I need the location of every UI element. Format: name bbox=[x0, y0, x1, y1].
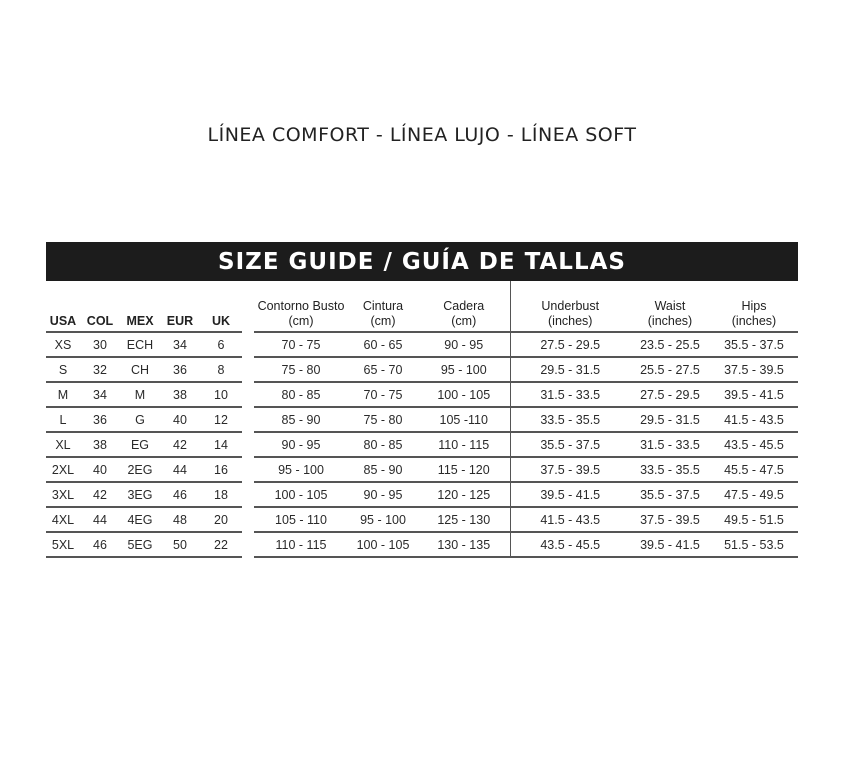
cell-uk: 6 bbox=[200, 332, 242, 357]
column-gap bbox=[242, 532, 254, 557]
cell-cintura: 80 - 85 bbox=[348, 432, 418, 457]
cell-cintura: 60 - 65 bbox=[348, 332, 418, 357]
cell-cintura: 95 - 100 bbox=[348, 507, 418, 532]
cell-eur: 46 bbox=[160, 482, 200, 507]
cell-underbust: 33.5 - 35.5 bbox=[510, 407, 630, 432]
table-row bbox=[46, 482, 798, 507]
cell-waist: 37.5 - 39.5 bbox=[630, 507, 710, 532]
cell-eur: 38 bbox=[160, 382, 200, 407]
cell-waist: 31.5 - 33.5 bbox=[630, 432, 710, 457]
header-underbust-unit: (inches) bbox=[548, 314, 593, 328]
header-hips bbox=[710, 281, 798, 332]
cell-busto: 100 - 105 bbox=[254, 482, 348, 507]
cell-underbust: 29.5 - 31.5 bbox=[510, 357, 630, 382]
cell-col: 34 bbox=[80, 382, 120, 407]
cell-col: 46 bbox=[80, 532, 120, 557]
cell-hips: 35.5 - 37.5 bbox=[710, 332, 798, 357]
cell-cadera: 110 - 115 bbox=[418, 432, 510, 457]
column-gap bbox=[242, 482, 254, 507]
header-underbust-label: Underbust bbox=[541, 299, 600, 313]
cell-col: 44 bbox=[80, 507, 120, 532]
product-lines-subtitle: LÍNEA COMFORT - LÍNEA LUJO - LÍNEA SOFT bbox=[207, 124, 637, 146]
size-guide-table bbox=[46, 281, 798, 558]
cell-busto: 90 - 95 bbox=[254, 432, 348, 457]
header-cintura bbox=[348, 281, 418, 332]
cell-eur: 36 bbox=[160, 357, 200, 382]
cell-usa: XL bbox=[46, 432, 80, 457]
cell-cadera: 130 - 135 bbox=[418, 532, 510, 557]
cell-cintura: 70 - 75 bbox=[348, 382, 418, 407]
size-guide-banner: SIZE GUIDE / GUÍA DE TALLAS bbox=[46, 242, 798, 281]
cell-usa: 3XL bbox=[46, 482, 80, 507]
cell-mex: ECH bbox=[120, 332, 160, 357]
size-rows bbox=[46, 332, 798, 557]
cell-uk: 10 bbox=[200, 382, 242, 407]
header-waist bbox=[630, 281, 710, 332]
cell-cadera: 100 - 105 bbox=[418, 382, 510, 407]
cell-col: 38 bbox=[80, 432, 120, 457]
cell-waist: 23.5 - 25.5 bbox=[630, 332, 710, 357]
column-gap bbox=[242, 382, 254, 407]
table-row bbox=[46, 432, 798, 457]
cell-waist: 25.5 - 27.5 bbox=[630, 357, 710, 382]
header-hips-unit: (inches) bbox=[731, 314, 777, 328]
cell-cadera: 90 - 95 bbox=[418, 332, 510, 357]
table-header-row bbox=[46, 281, 798, 332]
column-gap bbox=[242, 507, 254, 532]
header-col: COL bbox=[80, 281, 120, 332]
cell-hips: 43.5 - 45.5 bbox=[710, 432, 798, 457]
cell-mex: 5EG bbox=[120, 532, 160, 557]
cell-hips: 51.5 - 53.5 bbox=[710, 532, 798, 557]
table-row bbox=[46, 532, 798, 557]
cell-hips: 39.5 - 41.5 bbox=[710, 382, 798, 407]
cell-uk: 16 bbox=[200, 457, 242, 482]
cell-hips: 45.5 - 47.5 bbox=[710, 457, 798, 482]
cell-hips: 37.5 - 39.5 bbox=[710, 357, 798, 382]
cell-waist: 39.5 - 41.5 bbox=[630, 532, 710, 557]
header-hips-label: Hips bbox=[741, 299, 767, 313]
cell-cadera: 105 -110 bbox=[418, 407, 510, 432]
cell-cintura: 85 - 90 bbox=[348, 457, 418, 482]
cell-underbust: 41.5 - 43.5 bbox=[510, 507, 630, 532]
cell-cadera: 120 - 125 bbox=[418, 482, 510, 507]
header-contorno-busto-unit: (cm) bbox=[288, 314, 314, 328]
cell-col: 30 bbox=[80, 332, 120, 357]
header-underbust bbox=[510, 281, 630, 332]
cell-hips: 41.5 - 43.5 bbox=[710, 407, 798, 432]
header-waist-label: Waist bbox=[654, 299, 686, 313]
cell-col: 42 bbox=[80, 482, 120, 507]
cell-busto: 75 - 80 bbox=[254, 357, 348, 382]
cell-hips: 49.5 - 51.5 bbox=[710, 507, 798, 532]
cell-mex: EG bbox=[120, 432, 160, 457]
cell-cadera: 95 - 100 bbox=[418, 357, 510, 382]
cell-mex: M bbox=[120, 382, 160, 407]
table-row bbox=[46, 332, 798, 357]
cell-eur: 40 bbox=[160, 407, 200, 432]
cell-uk: 12 bbox=[200, 407, 242, 432]
header-contorno-busto bbox=[254, 281, 348, 332]
cell-waist: 33.5 - 35.5 bbox=[630, 457, 710, 482]
cell-cintura: 65 - 70 bbox=[348, 357, 418, 382]
cell-col: 36 bbox=[80, 407, 120, 432]
cell-underbust: 35.5 - 37.5 bbox=[510, 432, 630, 457]
cell-waist: 35.5 - 37.5 bbox=[630, 482, 710, 507]
table-row bbox=[46, 357, 798, 382]
header-contorno-busto-label: Contorno Busto bbox=[257, 299, 345, 313]
cell-usa: XS bbox=[46, 332, 80, 357]
cell-eur: 50 bbox=[160, 532, 200, 557]
cell-cintura: 90 - 95 bbox=[348, 482, 418, 507]
table-row bbox=[46, 457, 798, 482]
cell-waist: 29.5 - 31.5 bbox=[630, 407, 710, 432]
cell-underbust: 27.5 - 29.5 bbox=[510, 332, 630, 357]
cell-hips: 47.5 - 49.5 bbox=[710, 482, 798, 507]
header-waist-unit: (inches) bbox=[647, 314, 693, 328]
cell-usa: 2XL bbox=[46, 457, 80, 482]
cell-usa: L bbox=[46, 407, 80, 432]
header-cintura-label: Cintura bbox=[362, 299, 404, 313]
header-usa: USA bbox=[46, 281, 80, 332]
cell-busto: 95 - 100 bbox=[254, 457, 348, 482]
cell-waist: 27.5 - 29.5 bbox=[630, 382, 710, 407]
header-cadera-label: Cadera bbox=[443, 299, 485, 313]
cell-mex: 4EG bbox=[120, 507, 160, 532]
cell-mex: 2EG bbox=[120, 457, 160, 482]
cell-mex: G bbox=[120, 407, 160, 432]
header-eur: EUR bbox=[160, 281, 200, 332]
header-mex: MEX bbox=[120, 281, 160, 332]
cell-col: 40 bbox=[80, 457, 120, 482]
cell-cintura: 75 - 80 bbox=[348, 407, 418, 432]
cell-uk: 22 bbox=[200, 532, 242, 557]
cell-cintura: 100 - 105 bbox=[348, 532, 418, 557]
cell-col: 32 bbox=[80, 357, 120, 382]
cell-eur: 44 bbox=[160, 457, 200, 482]
cell-eur: 42 bbox=[160, 432, 200, 457]
table-row bbox=[46, 407, 798, 432]
cell-uk: 20 bbox=[200, 507, 242, 532]
cell-busto: 80 - 85 bbox=[254, 382, 348, 407]
column-gap bbox=[242, 432, 254, 457]
column-gap bbox=[242, 457, 254, 482]
column-gap bbox=[242, 407, 254, 432]
cell-usa: M bbox=[46, 382, 80, 407]
cell-uk: 14 bbox=[200, 432, 242, 457]
cell-busto: 85 - 90 bbox=[254, 407, 348, 432]
cell-underbust: 43.5 - 45.5 bbox=[510, 532, 630, 557]
header-uk: UK bbox=[200, 281, 242, 332]
cell-cadera: 115 - 120 bbox=[418, 457, 510, 482]
header-cintura-unit: (cm) bbox=[370, 314, 396, 328]
column-gap bbox=[242, 332, 254, 357]
cell-usa: 5XL bbox=[46, 532, 80, 557]
cell-underbust: 37.5 - 39.5 bbox=[510, 457, 630, 482]
cell-underbust: 31.5 - 33.5 bbox=[510, 382, 630, 407]
cell-uk: 8 bbox=[200, 357, 242, 382]
cell-mex: CH bbox=[120, 357, 160, 382]
cell-busto: 110 - 115 bbox=[254, 532, 348, 557]
header-cadera-unit: (cm) bbox=[451, 314, 477, 328]
cell-usa: 4XL bbox=[46, 507, 80, 532]
cell-mex: 3EG bbox=[120, 482, 160, 507]
column-gap bbox=[242, 281, 254, 332]
cell-underbust: 39.5 - 41.5 bbox=[510, 482, 630, 507]
cell-usa: S bbox=[46, 357, 80, 382]
table-row bbox=[46, 382, 798, 407]
cell-busto: 70 - 75 bbox=[254, 332, 348, 357]
column-gap bbox=[242, 357, 254, 382]
header-cadera bbox=[418, 281, 510, 332]
table-row bbox=[46, 507, 798, 532]
cell-uk: 18 bbox=[200, 482, 242, 507]
cell-eur: 48 bbox=[160, 507, 200, 532]
cell-busto: 105 - 110 bbox=[254, 507, 348, 532]
cell-eur: 34 bbox=[160, 332, 200, 357]
cell-cadera: 125 - 130 bbox=[418, 507, 510, 532]
